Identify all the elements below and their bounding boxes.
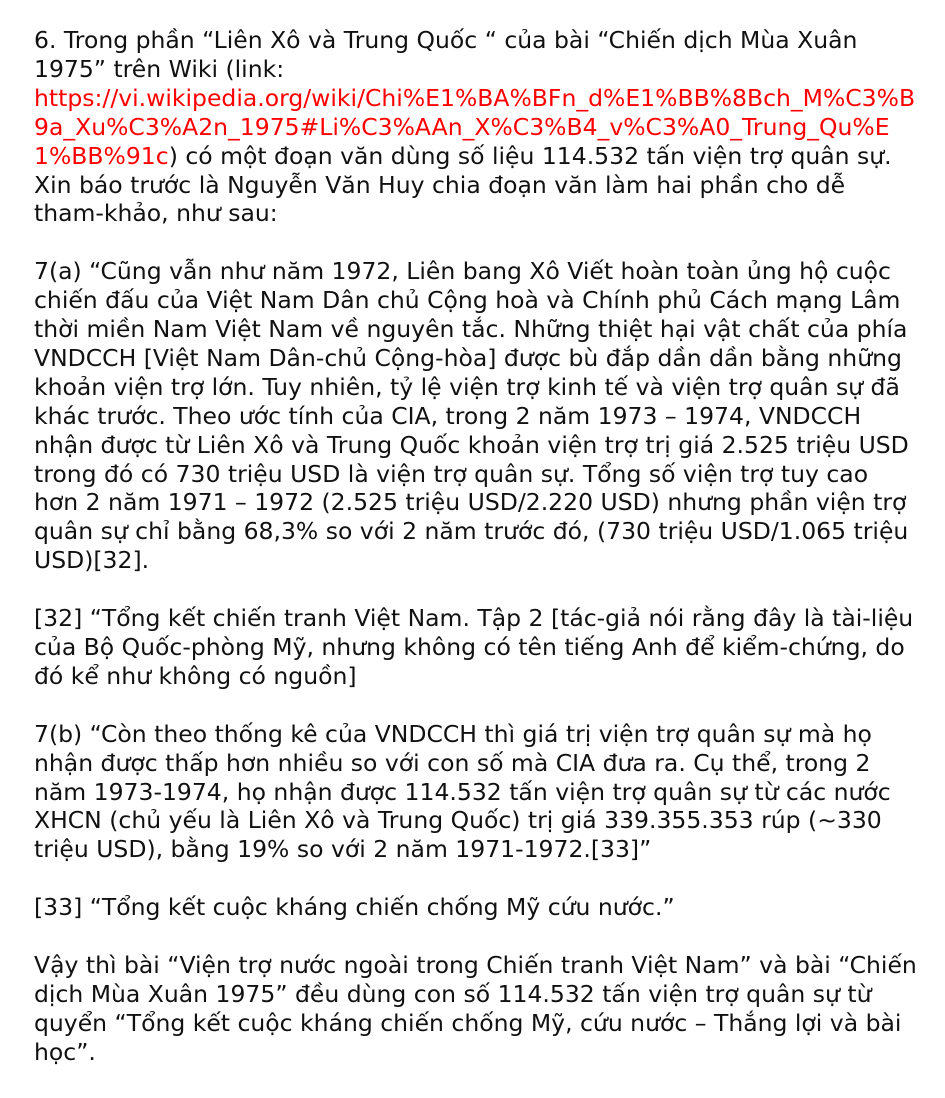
footnote-33: [33] “Tổng kết cuộc kháng chiến chống Mỹ cứu nước.” [34,893,675,922]
paragraph-7a-quote: 7(a) “Cũng vẫn như năm 1972, Liên bang Xô Viết hoàn toàn ủng hộ cuộc chiến đấu của Việt Nam Dân chủ Cộng hoà và Chính phủ Cách mạng Lâm thời miền Nam Việt Nam về nguyên tắc. Những thiệt hại vật chất của phía VNDCCH [Việt Nam Dân-chủ Cộng-hòa] được bù đắp dần dần bằng những khoản viện trợ lớn. Tuy nhiên, tỷ lệ viện trợ kinh tế và viện trợ quân sự đã khác trước. Theo ước tính của CIA, trong 2 năm 1973 – 1974, VNDCCH nhận được từ Liên Xô và Trung Quốc khoản viện trợ trị giá 2.525 triệu USD trong đó có 730 triệu USD là viện trợ quân sự. Tổng số viện trợ tuy cao hơn 2 năm 1971 – 1972 (2.525 triệu USD/2.220 USD) nhưng phần viện trợ quân sự chỉ bằng 68,3% so với 2 năm trước đó, (730 triệu USD/1.065 triệu USD)[32]. [34,257,909,575]
paragraph-7b-quote: 7(b) “Còn theo thống kê của VNDCCH thì giá trị viện trợ quân sự mà họ nhận được thấp hơn nhiều so với con số mà CIA đưa ra. Cụ thể, trong 2 năm 1973-1974, họ nhận được 114.532 tấn viện trợ quân sự từ các nước XHCN (chủ yếu là Liên Xô và Trung Quốc) trị giá 339.355.353 rúp (~330 triệu USD), bằng 19% so với 2 năm 1971-1972.[33]” [34,719,891,864]
paragraph-6-text-after-link: ) có một đoạn văn dùng số liệu 114.532 tấn viện trợ quân sự. Xin báo trước là Nguyễn Văn Huy chia đoạn văn làm hai phần cho dễ tham-khảo, như sau: [34,141,892,228]
paragraph-6-intro [34,26,918,228]
paragraph-6-text-before-link: 6. Trong phần “Liên Xô và Trung Quốc “ của bài “Chiến dịch Mùa Xuân 1975” trên Wiki (link: [34,26,858,83]
footnote-32: [32] “Tổng kết chiến tranh Việt Nam. Tập 2 [tác-giả nói rằng đây là tài-liệu của Bộ Quốc-phòng Mỹ, nhưng không có tên tiếng Anh để kiểm-chứng, do đó kể như không có nguồn] [34,604,914,690]
document-body [34,26,918,1095]
wikipedia-link[interactable]: https://vi.wikipedia.org/wiki/Chi%E1%BA%BFn_d%E1%BB%8Bch_M%C3%B9a_Xu%C3%A2n_1975#Li%C3%AAn_X%C3%B4_v%C3%A0_Trung_Qu%E1%BB%91c [34,83,916,170]
paragraph-conclusion: Vậy thì bài “Viện trợ nước ngoài trong Chiến tranh Việt Nam” và bài “Chiến dịch Mùa Xuân 1975” đều dùng con số 114.532 tấn viện trợ quân sự từ quyển “Tổng kết cuộc kháng chiến chống Mỹ, cứu nước – Thắng lợi và bài học”. [34,950,917,1066]
